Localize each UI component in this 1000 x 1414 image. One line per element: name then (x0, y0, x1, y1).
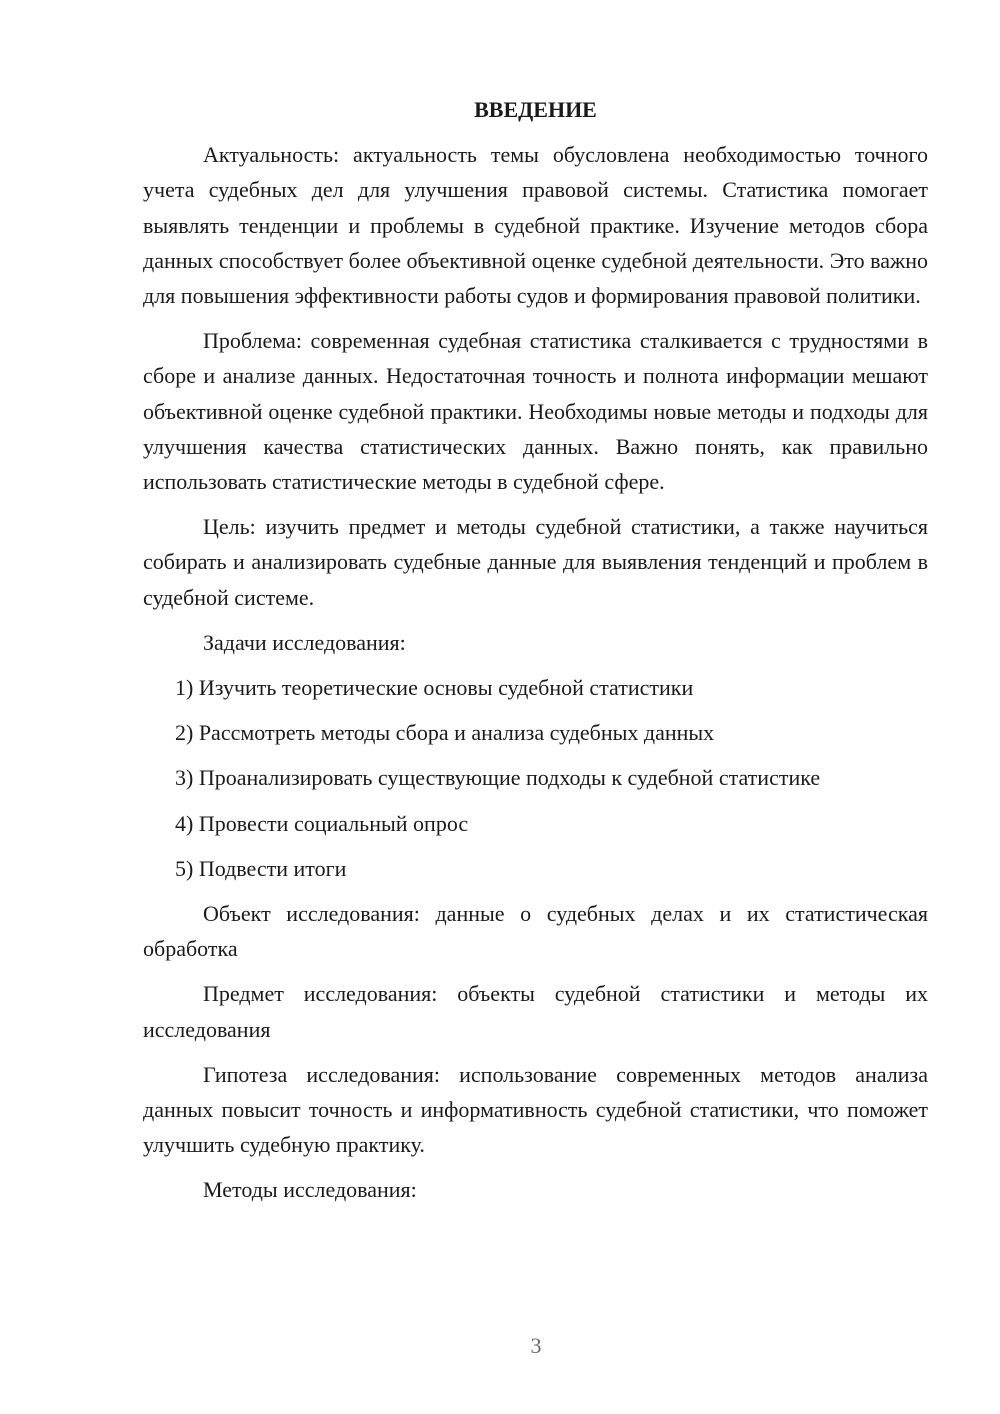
methods-label: Методы исследования: (203, 1177, 417, 1203)
subject-paragraph: Предмет исследования: объекты судебной статистики и методы их исследования (143, 981, 928, 1042)
relevance-paragraph: Актуальность: актуальность темы обусловлена необходимостью точного учета судебных дел для улучшения правовой системы. Статистика помогает выявлять тенденции и проблемы в судебной практике. Изучение методов сбора данных способствует более объективной оценке судебной деятельности. Это важно для повышения эффективности работы судов и формирования правовой политики. (143, 142, 928, 309)
page-number: 3 (530, 1333, 542, 1358)
object-paragraph: Объект исследования: данные о судебных делах и их статистическая обработка (143, 901, 928, 962)
task-item-1: 1) Изучить теоретические основы судебной статистики (175, 675, 694, 701)
task-item-4: 4) Провести социальный опрос (175, 810, 469, 836)
page-title: ВВЕДЕНИЕ (474, 97, 597, 122)
task-item-3: 3) Проанализировать существующие подходы к судебной статистике (175, 765, 821, 791)
goal-paragraph: Цель: изучить предмет и методы судебной статистики, а также научиться собирать и анализировать судебные данные для выявления тенденций и проблем в судебной системе. (143, 514, 928, 610)
task-item-5: 5) Подвести итоги (175, 855, 347, 881)
page-content (143, 92, 928, 1218)
problem-paragraph: Проблема: современная судебная статистика сталкивается с трудностями в сборе и анализе данных. Недостаточная точность и полнота информации мешают объективной оценке судебной практики. Необходимы новые методы и подходы для улучшения качества статистических данных. Важно понять, как правильно использовать статистические методы в судебной сфере. (143, 328, 928, 495)
tasks-label: Задачи исследования: (203, 629, 406, 655)
hypothesis-paragraph: Гипотеза исследования: использование современных методов анализа данных повысит точность и информативность судебной статистики, что поможет улучшить судебную практику. (143, 1061, 928, 1158)
task-item-2: 2) Рассмотреть методы сбора и анализа судебных данных (175, 720, 715, 746)
